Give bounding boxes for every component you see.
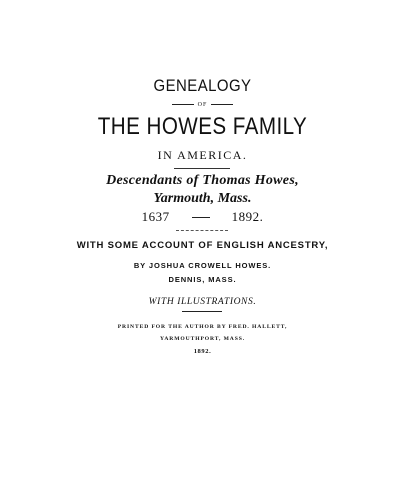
family-title: THE HOWES FAMILY <box>97 113 308 140</box>
printer-place-line: YARMOUTHPORT, MASS. <box>159 336 246 342</box>
print-year: 1892. <box>193 348 212 355</box>
divider-rule <box>174 168 230 169</box>
place-line: Yarmouth, Mass. <box>153 191 252 206</box>
of-word: OF <box>197 102 208 108</box>
illustrations-underline <box>182 311 222 312</box>
years-dash <box>192 217 210 218</box>
author-place-line: DENNIS, MASS. <box>168 275 237 284</box>
of-connector <box>0 101 405 109</box>
illustrations-line: WITH ILLUSTRATIONS. <box>148 297 257 307</box>
dotted-divider <box>176 230 228 231</box>
left-rule <box>172 104 194 105</box>
year-end: 1892. <box>231 209 264 224</box>
right-rule <box>211 104 233 105</box>
in-america-subtitle: IN AMERICA. <box>157 148 248 162</box>
year-start: 1637 <box>141 209 170 224</box>
english-ancestry-line: WITH SOME ACCOUNT OF ENGLISH ANCESTRY, <box>76 240 329 251</box>
years-line <box>0 209 405 225</box>
printer-line: PRINTED FOR THE AUTHOR BY FRED. HALLETT, <box>117 324 288 330</box>
genealogy-heading: GENEALOGY <box>153 76 252 95</box>
author-line: BY JOSHUA CROWELL HOWES. <box>133 261 272 270</box>
descendants-line: Descendants of Thomas Howes, <box>106 173 299 188</box>
